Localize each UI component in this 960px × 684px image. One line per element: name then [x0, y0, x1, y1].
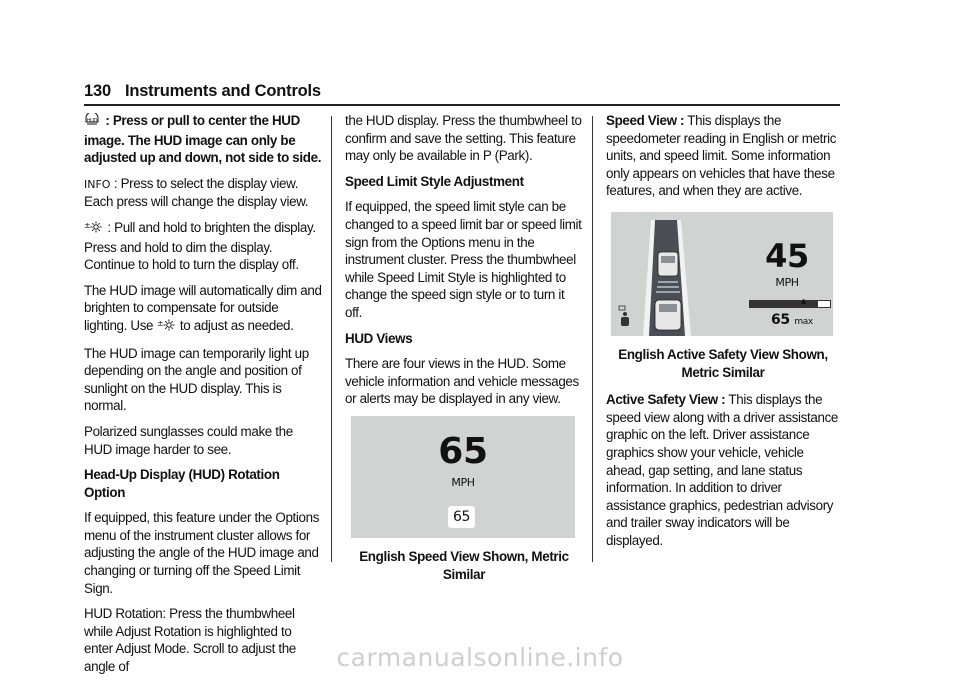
page-number: 130 — [84, 82, 111, 100]
speed-limit-paragraph: If equipped, the speed limit style can be changed to a speed limit bar or speed limit sign from the Options menu in the instrument cluster. Press the thumbwheel while Speed Limit Style is highlighted to change the speed sign style or to turn it off. — [345, 199, 582, 320]
info-text: : Press to select the display view. Each press will change the display view. — [84, 175, 309, 210]
own-vehicle-icon — [655, 300, 681, 330]
column-divider-2 — [592, 116, 593, 562]
polarized-paragraph: Polarized sunglasses could make the HUD image harder to see. — [84, 423, 293, 457]
svg-text:±: ± — [84, 220, 91, 230]
speed-limit-marker: ▲ — [801, 296, 807, 305]
speed-limit-heading: Speed Limit Style Adjustment — [345, 173, 524, 189]
speed-limit-readout: 65 max — [771, 311, 813, 328]
hud-rotation-paragraph: HUD Rotation: Press the thumbwheel while Adjust Rotation is highlighted to enter Adjust Mode. Scroll to adjust the angle of — [84, 606, 296, 675]
active-safety-figure — [611, 212, 833, 336]
speed-readout: 45 — [765, 236, 809, 275]
column-divider-1 — [331, 116, 332, 562]
section-title: Instruments and Controls — [124, 82, 321, 100]
speed-view-figure — [351, 416, 575, 538]
info-paragraph — [84, 175, 322, 211]
speed-view-label: Speed View : — [606, 113, 685, 128]
column-2 — [345, 112, 583, 593]
column-3 — [606, 112, 840, 558]
brightness-paragraph — [84, 219, 322, 274]
speed-limit-bar — [749, 300, 831, 308]
speed-view-caption: English Speed View Shown, Metric Similar — [359, 548, 569, 582]
svg-text:HUD: HUD — [86, 118, 98, 124]
header-rule — [84, 104, 840, 106]
speed-unit: MPH — [775, 275, 799, 289]
brightness-icon — [157, 318, 175, 337]
hud-text: : Press or pull to center the HUD image. The HUD image can only be adjusted up and down, not side to side. — [84, 113, 322, 166]
active-safety-caption: English Active Safety View Shown, Metric Similar — [618, 346, 828, 380]
brightness-icon — [84, 220, 102, 239]
rotation-paragraph: If equipped, this feature under the Options menu of the instrument cluster allows for adjusting the angle of the HUD image and changing or turning off the Speed Limit Sign. — [84, 510, 320, 596]
speed-unit: MPH — [451, 475, 475, 489]
speed-limit-bar-fill — [750, 301, 818, 307]
continued-paragraph: the HUD display. Press the thumbwheel to confirm and save the setting. This feature may only be available in P (Park). — [345, 113, 582, 164]
speed-view-paragraph: Speed View : This displays the speedometer reading in English or metric units, and speed limit. Some information only appears on vehicles that have these features, and when they are active. — [606, 113, 837, 199]
active-safety-paragraph: Active Safety View : This displays the speed view along with a driver assistance graphic on the left. Driver assistance graphics show your vehicle, vehicle ahead, gap setting, and lane status information. In addition to driver assistance graphics, pedestrian advisory and trailer sway indicators will be displayed. — [606, 392, 839, 548]
watermark: carmanualsonline.info — [336, 643, 624, 672]
brightness-text: : Pull and hold to brighten the display. Press and hold to dim the display. Continue to hold to turn the display off. — [84, 219, 316, 273]
info-icon: INFO — [84, 177, 111, 191]
seatbelt-warning-icon — [619, 306, 629, 326]
hud-views-heading: HUD Views — [345, 330, 413, 346]
temp-light-paragraph: The HUD image can temporarily light up depending on the angle and position of sunlight on the HUD display. This is normal. — [84, 345, 309, 414]
speed-limit-sign: 65 — [448, 506, 475, 528]
hud-icon — [84, 113, 100, 132]
hud-button-paragraph — [84, 112, 322, 167]
active-safety-label: Active Safety View : — [606, 392, 726, 408]
page-header — [84, 82, 321, 101]
column-1 — [84, 112, 322, 684]
hud-views-paragraph: There are four views in the HUD. Some vehicle information and vehicle messages or alerts may be displayed in any view. — [345, 356, 579, 407]
auto-dim-paragraph: The HUD image will automatically dim and brighten to compensate for outside lighting. Use ± to adjust as needed. — [84, 282, 322, 337]
lead-vehicle-icon — [658, 252, 678, 276]
rotation-heading: Head-Up Display (HUD) Rotation Option — [84, 467, 280, 500]
speed-readout: 65 — [438, 430, 488, 472]
svg-text:±: ± — [156, 318, 163, 328]
